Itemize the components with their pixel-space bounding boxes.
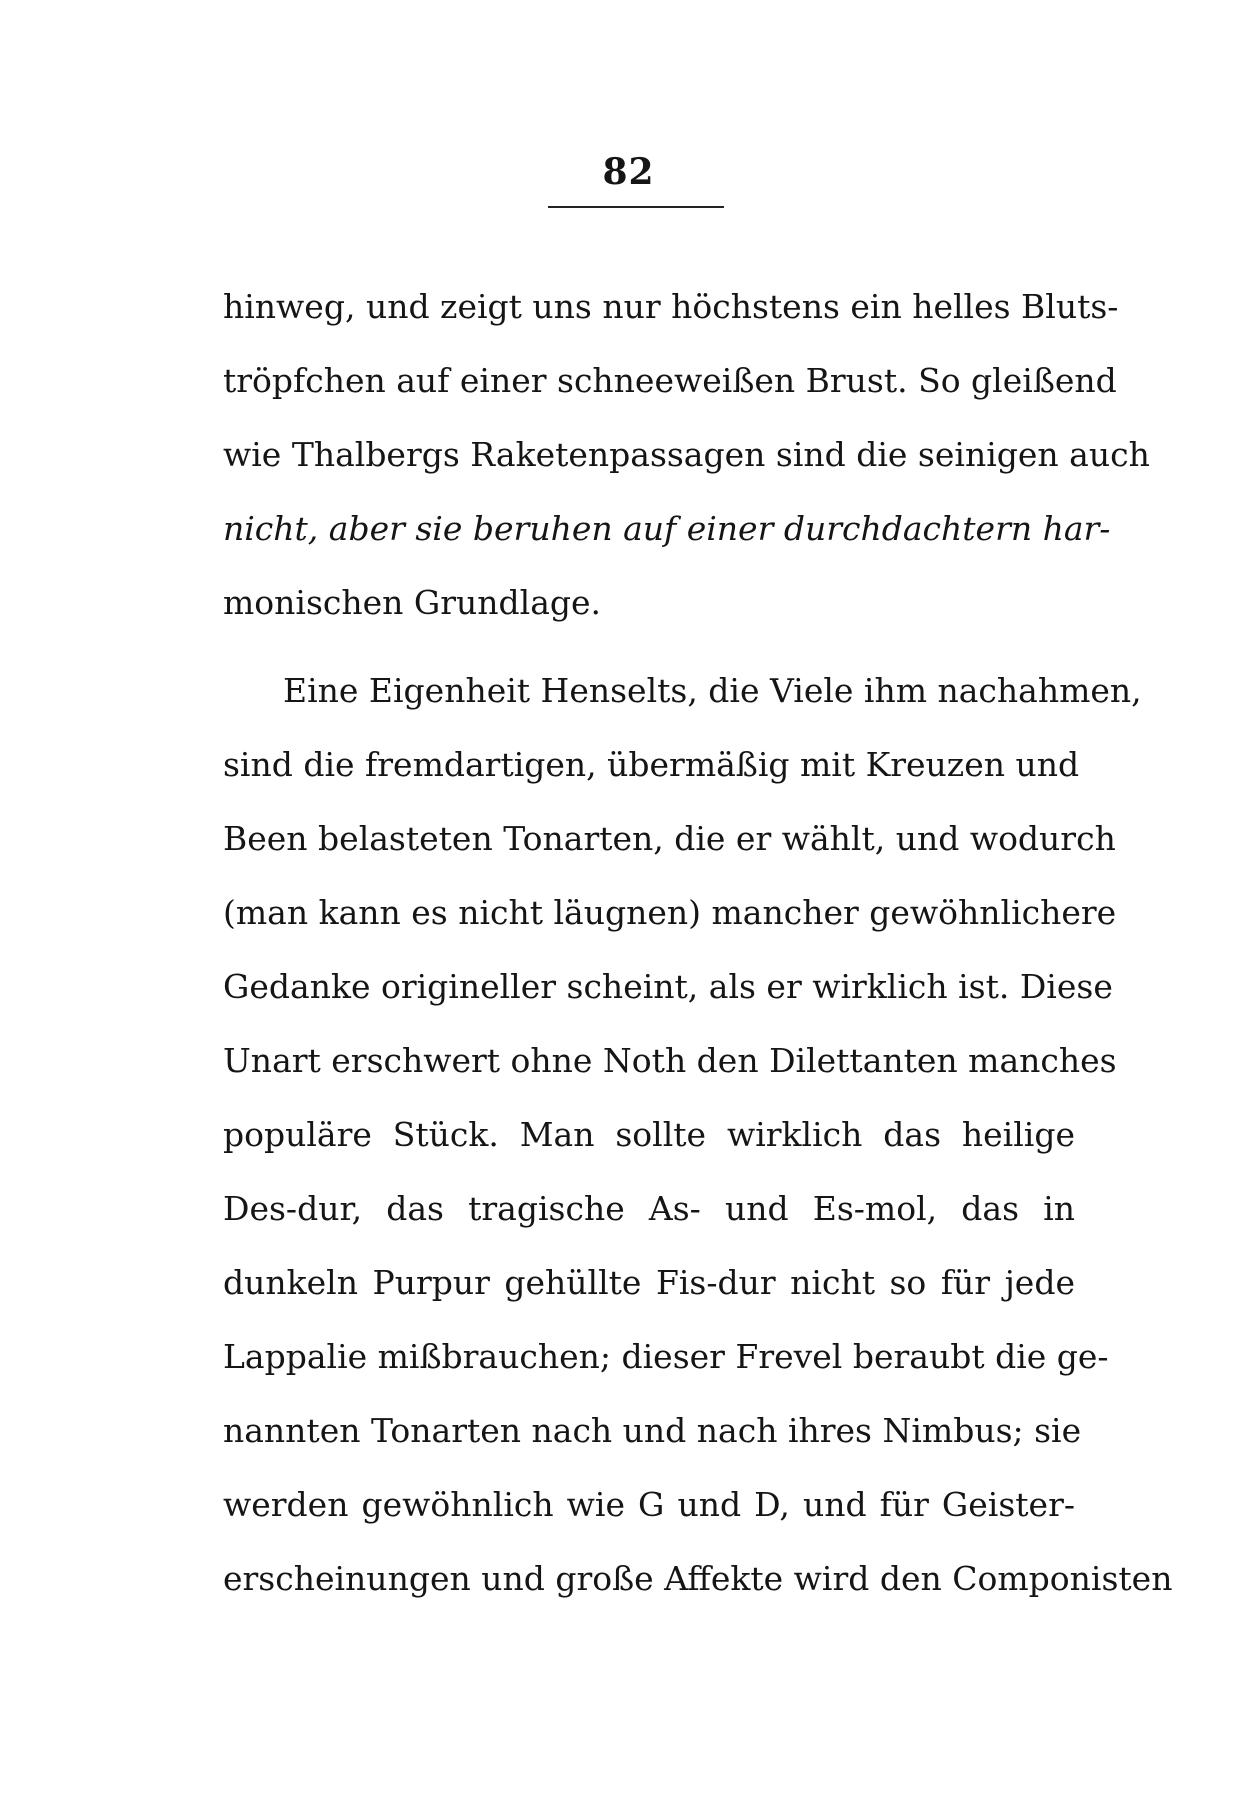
text-line: sind die fremdartigen, übermäßig mit Kreuzen und — [223, 745, 1080, 784]
text-line: nannten Tonarten nach und nach ihres Nimbus; sie — [223, 1411, 1082, 1450]
text-line: Gedanke origineller scheint, als er wirklich ist. Diese — [223, 967, 1113, 1006]
text-line: monischen Grundlage. — [223, 583, 602, 622]
text-line: werden gewöhnlich wie G und D, und für Geister- — [223, 1485, 1075, 1524]
paragraph-gap — [223, 640, 1075, 654]
text-line: Eine Eigenheit Henselts, die Viele ihm nachahmen, — [283, 671, 1142, 710]
text-line: wie Thalbergs Raketenpassagen sind die seinigen auch — [223, 435, 1150, 474]
text-line: dunkeln Purpur gehüllte Fis-dur nicht so für jede — [223, 1263, 1075, 1302]
text-line: nicht, aber sie beruhen auf einer durchdachtern har- — [223, 509, 1111, 548]
text-line: tröpfchen auf einer schneeweißen Brust. So gleißend — [223, 361, 1117, 400]
text-line: populäre Stück. Man sollte wirklich das heilige — [223, 1115, 1075, 1154]
page-number: 82 — [602, 151, 655, 193]
text-line: Des-dur, das tragische As- und Es-mol, das in — [223, 1189, 1075, 1228]
body-text — [223, 270, 1173, 1616]
header-rule — [548, 206, 724, 208]
text-line: Unart erschwert ohne Noth den Dilettanten manches — [223, 1041, 1117, 1080]
text-line: Been belasteten Tonarten, die er wählt, und wodurch — [223, 819, 1116, 858]
text-line: erscheinungen und große Affekte wird den Componisten — [223, 1559, 1173, 1598]
text-line: Lappalie mißbrauchen; dieser Frevel beraubt die ge- — [223, 1337, 1109, 1376]
text-line: (man kann es nicht läugnen) mancher gewöhnlichere — [223, 893, 1117, 932]
text-line: hinweg, und zeigt uns nur höchstens ein helles Bluts- — [223, 287, 1119, 326]
